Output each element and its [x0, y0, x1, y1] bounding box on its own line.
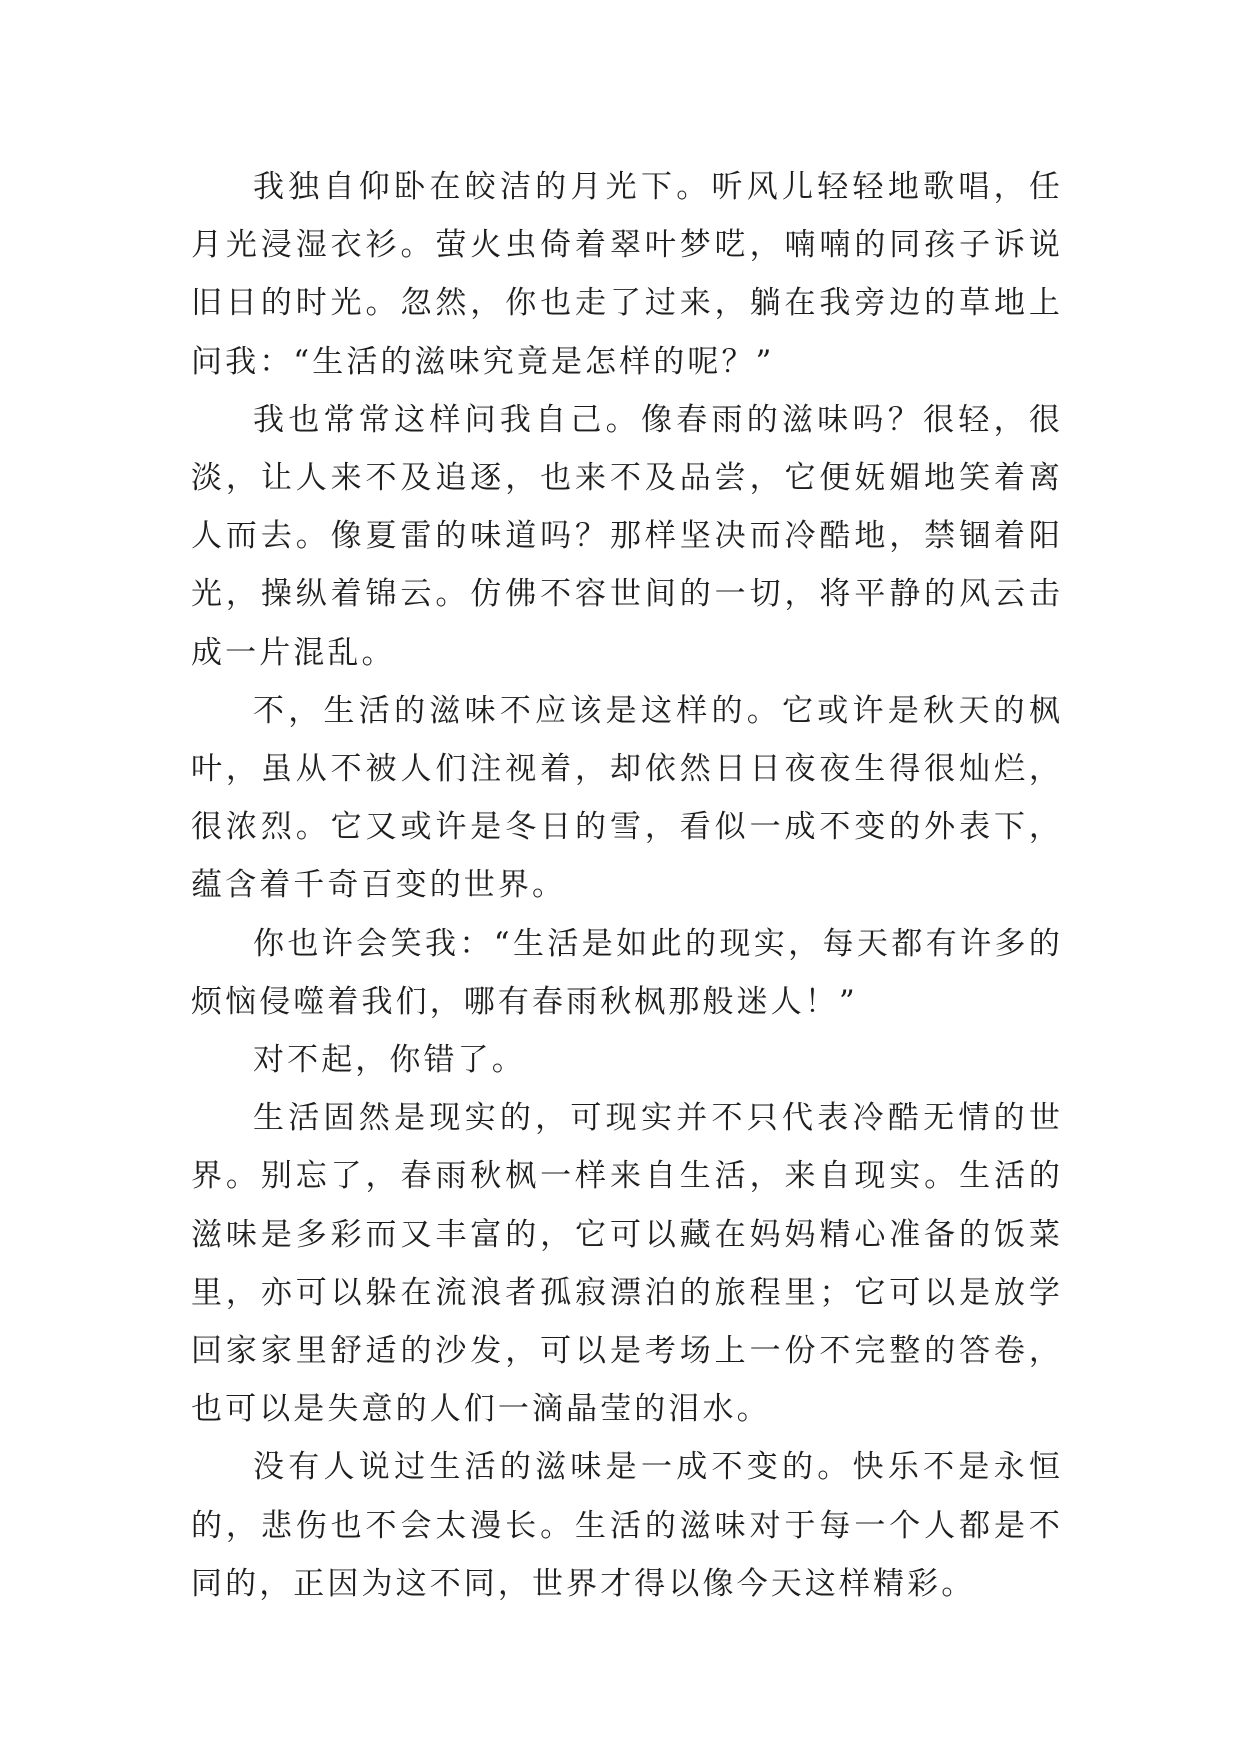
document-body — [191, 158, 1063, 1613]
paragraph-5: 对不起，你错了。 — [253, 1042, 526, 1079]
paragraph-4: 你也许会笑我：“生活是如此的现实，每天都有许多的烦恼侵噬着我们，哪有春雨秋枫那般迷人！” — [191, 925, 1063, 1020]
paragraph-3: 不，生活的滋味不应该是这样的。它或许是秋天的枫叶，虽从不被人们注视着，却依然日日夜夜生得很灿烂，很浓烈。它又或许是冬日的雪，看似一成不变的外表下，蕴含着千奇百变的世界。 — [191, 692, 1063, 904]
paragraph-1: 我独自仰卧在皎洁的月光下。听风儿轻轻地歌唱，任月光浸湿衣衫。萤火虫倚着翠叶梦呓，喃喃的同孩子诉说旧日的时光。忽然，你也走了过来，躺在我旁边的草地上问我：“生活的滋味究竟是怎样的呢？” — [191, 169, 1063, 380]
paragraph-7: 没有人说过生活的滋味是一成不变的。快乐不是永恒的，悲伤也不会太漫长。生活的滋味对于每一个人都是不同的，正因为这不同，世界才得以像今天这样精彩。 — [191, 1449, 1063, 1602]
paragraph-6: 生活固然是现实的，可现实并不只代表冷酷无情的世界。别忘了，春雨秋枫一样来自生活，来自现实。生活的滋味是多彩而又丰富的，它可以藏在妈妈精心准备的饭菜里，亦可以躲在流浪者孤寂漂泊的旅程里；它可以是放学回家家里舒适的沙发，可以是考场上一份不完整的答卷，也可以是失意的人们一滴晶莹的泪水。 — [191, 1100, 1063, 1428]
paragraph-2: 我也常常这样问我自己。像春雨的滋味吗？很轻，很淡，让人来不及追逐，也来不及品尝，它便妩媚地笑着离人而去。像夏雷的味道吗？那样坚决而冷酷地，禁锢着阳光，操纵着锦云。仿佛不容世间的一切，将平静的风云击成一片混乱。 — [191, 401, 1063, 671]
